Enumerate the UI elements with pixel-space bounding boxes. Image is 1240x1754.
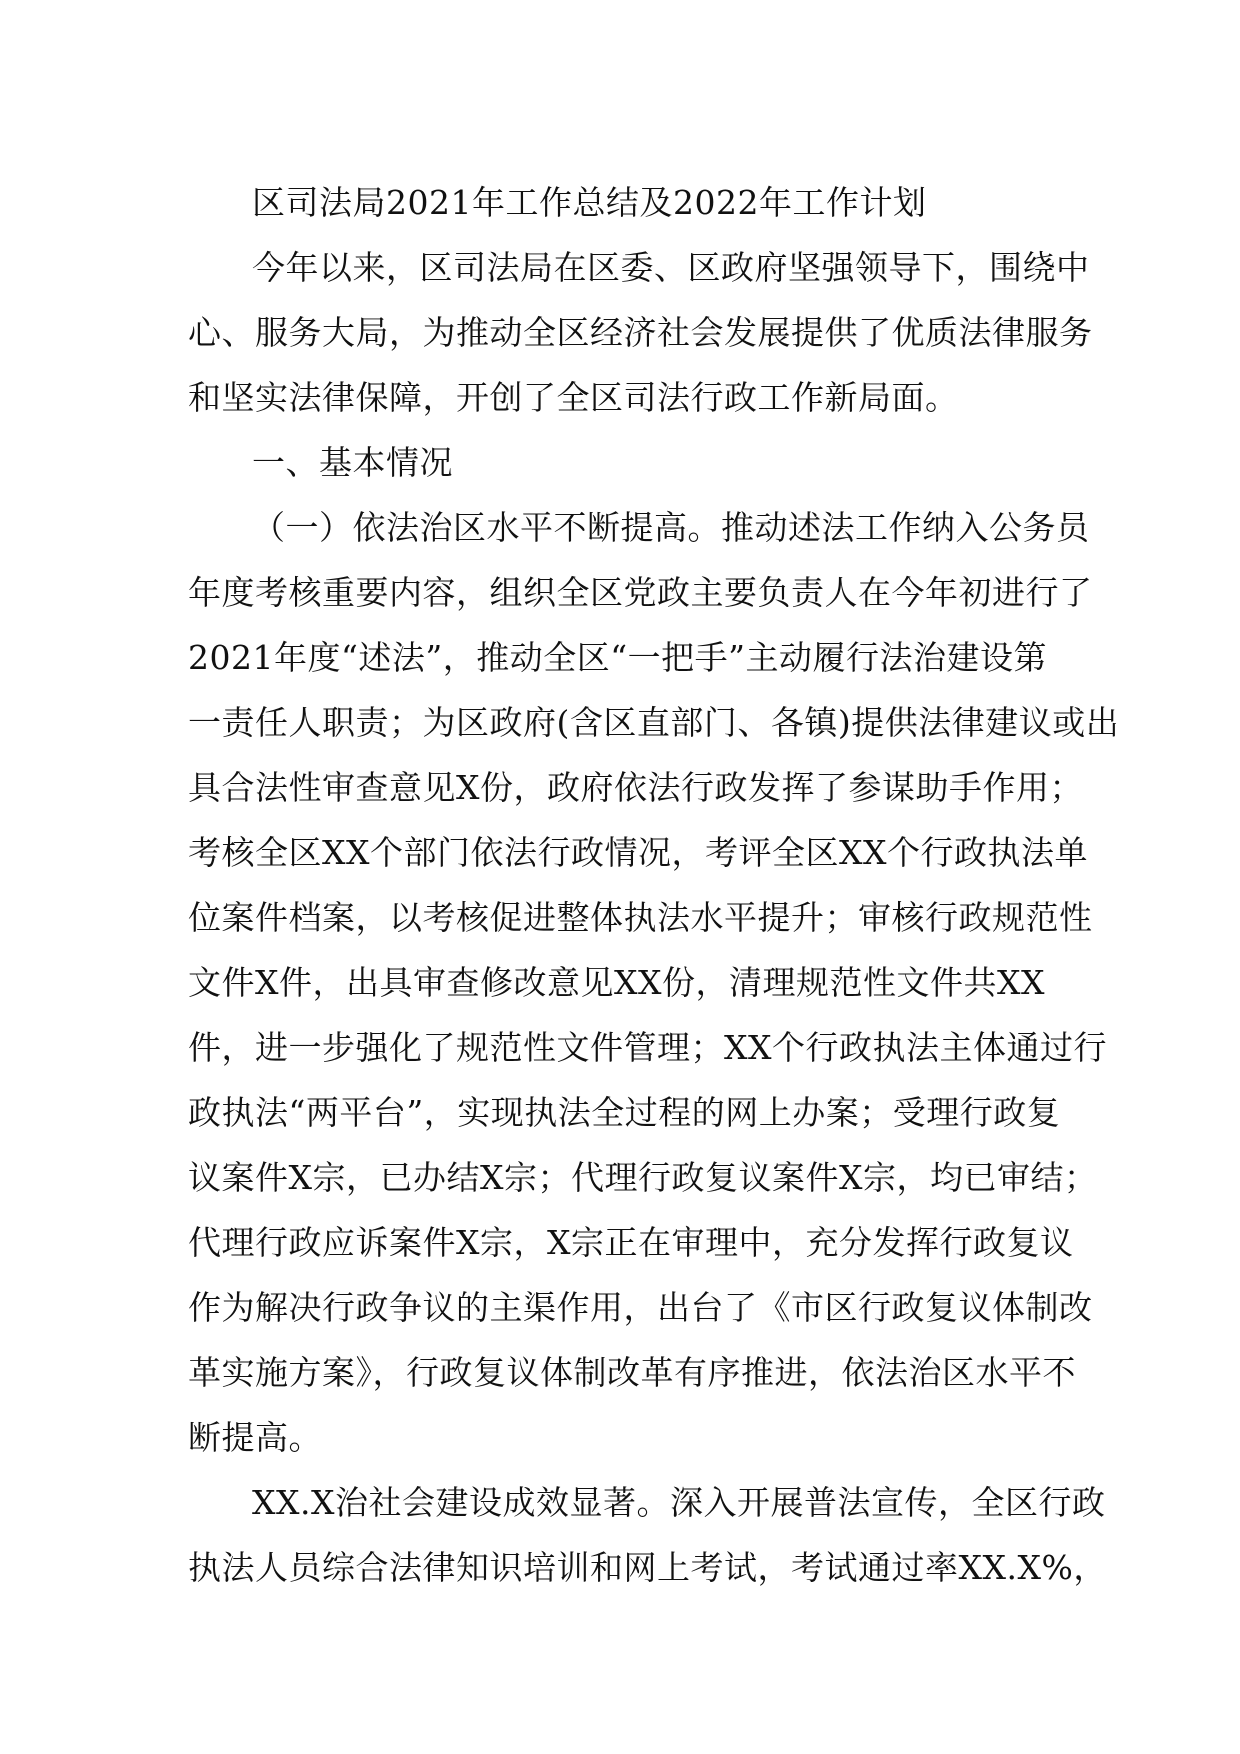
intro-line-2: 心、服务大局，为推动全区经济社会发展提供了优质法律服务 xyxy=(188,313,1093,352)
subsection1-line-7: 位案件档案，以考核促进整体执法水平提升；审核行政规范性 xyxy=(188,898,1093,937)
subsection1-line-3: 2021年度“述法”，推动全区“一把手”主动履行法治建设第 xyxy=(188,638,1047,677)
subsection1-line-6: 考核全区XX个部门依法行政情况，考评全区XX个行政执法单 xyxy=(188,833,1088,872)
document-title: 区司法局2021年工作总结及2022年工作计划 xyxy=(252,183,927,222)
subsection1-line-13: 作为解决行政争议的主渠作用，出台了《市区行政复议体制改 xyxy=(188,1288,1093,1327)
subsection1-line-14: 革实施方案》，行政复议体制改革有序推进，依法治区水平不 xyxy=(188,1353,1076,1392)
document-body xyxy=(188,170,1120,1600)
section-heading: 一、基本情况 xyxy=(252,443,453,482)
intro-line-3: 和坚实法律保障，开创了全区司法行政工作新局面。 xyxy=(188,378,959,417)
subsection1-line-5: 具合法性审查意见X份，政府依法行政发挥了参谋助手作用； xyxy=(188,768,1083,807)
subsection1-line-10: 政执法“两平台”，实现执法全过程的网上办案；受理行政复 xyxy=(188,1093,1061,1132)
subsection2-line-1: XX.X治社会建设成效显著。深入开展普法宣传，全区行政 xyxy=(252,1483,1106,1522)
subsection1-line-1: （一）依法治区水平不断提高。推动述法工作纳入公务员 xyxy=(252,508,1090,547)
subsection1-line-12: 代理行政应诉案件X宗，X宗正在审理中，充分发挥行政复议 xyxy=(188,1223,1074,1262)
intro-line-1: 今年以来，区司法局在区委、区政府坚强领导下，围绕中 xyxy=(252,248,1090,287)
subsection1-line-9: 件，进一步强化了规范性文件管理；XX个行政执法主体通过行 xyxy=(188,1028,1107,1067)
subsection1-line-2: 年度考核重要内容，组织全区党政主要负责人在今年初进行了 xyxy=(188,573,1093,612)
subsection1-line-8: 文件X件，出具审查修改意见XX份，清理规范性文件共XX xyxy=(188,963,1045,1002)
subsection2-line-2: 执法人员综合法律知识培训和网上考试，考试通过率XX.X%， xyxy=(188,1548,1107,1587)
subsection1-line-15: 断提高。 xyxy=(188,1418,322,1457)
subsection1-line-4: 一责任人职责；为区政府(含区直部门、各镇)提供法律建议或出 xyxy=(188,703,1120,742)
subsection1-line-11: 议案件X宗，已办结X宗；代理行政复议案件X宗，均已审结； xyxy=(188,1158,1098,1197)
